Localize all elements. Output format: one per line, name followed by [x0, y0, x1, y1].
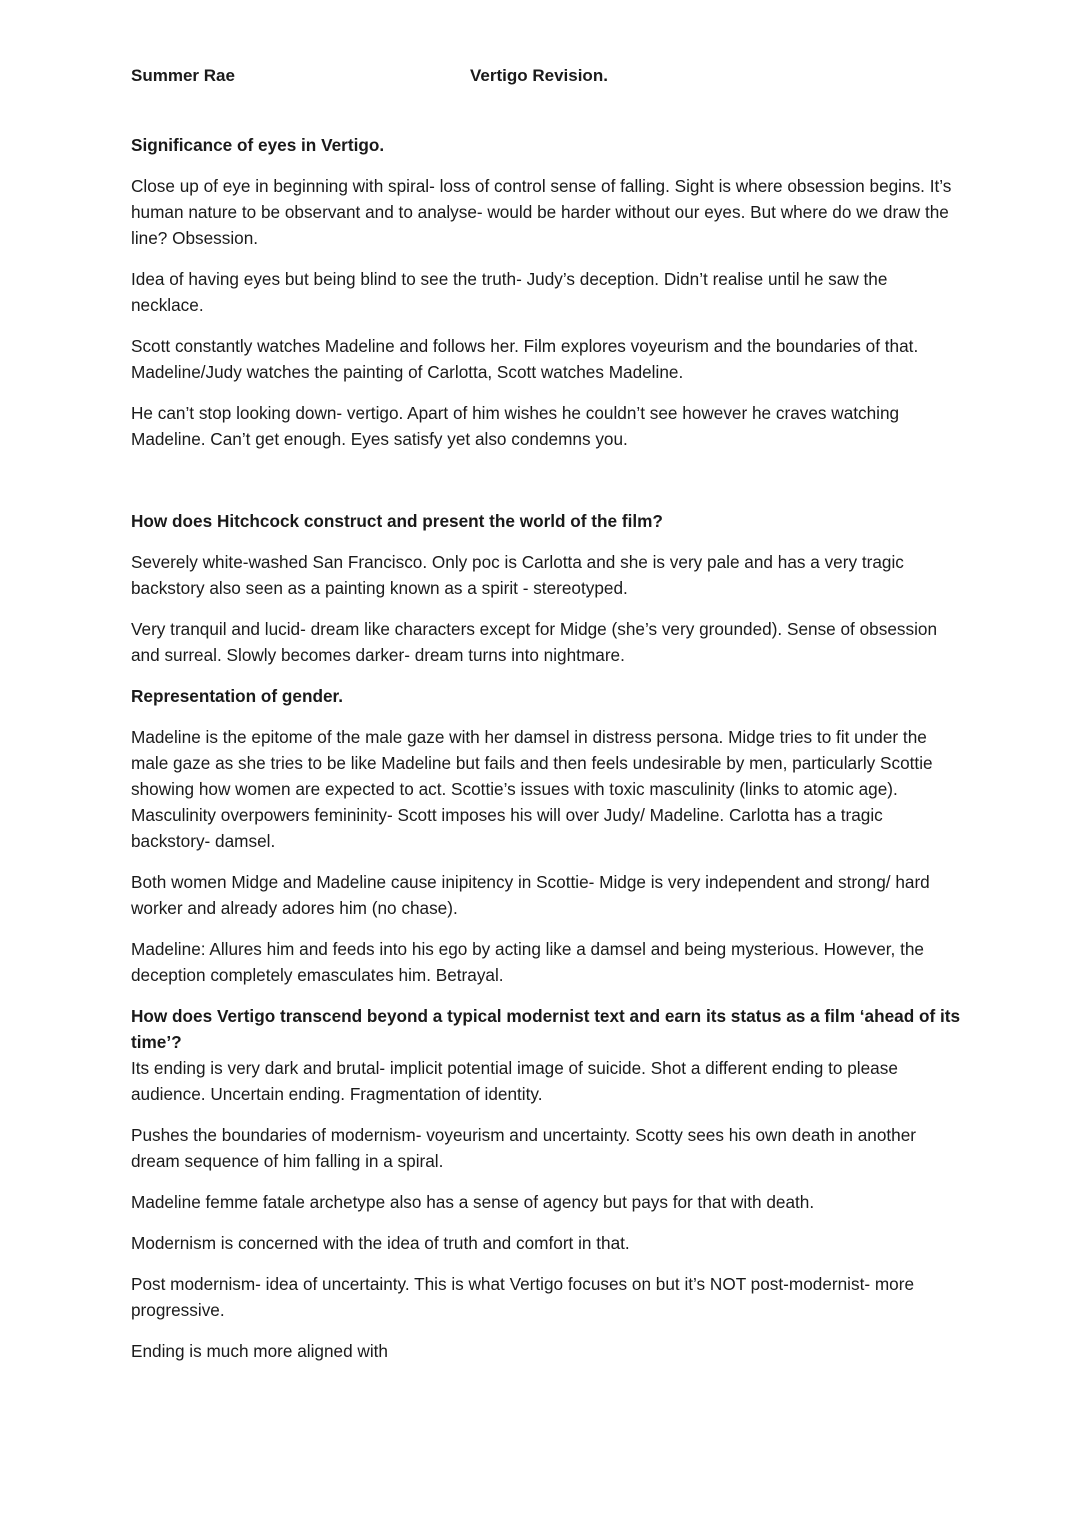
paragraph: Pushes the boundaries of modernism- voyeurism and uncertainty. Scotty sees his own death in another dream sequence of him falling in a spiral.	[131, 1125, 917, 1171]
section-spacer	[131, 467, 961, 508]
section-heading-eyes: Significance of eyes in Vertigo.	[131, 135, 385, 155]
paragraph: Idea of having eyes but being blind to see the truth- Judy’s deception. Didn’t realise until he saw the necklace.	[131, 269, 888, 315]
section-heading-gender: Representation of gender.	[131, 686, 344, 706]
paragraph: Madeline/Judy watches the painting of Carlotta, Scott watches Madeline.	[131, 362, 684, 382]
paragraph: Severely white-washed San Francisco. Only poc is Carlotta and she is very pale and has a very tragic backstory also seen as a painting known as a spirit - stereotyped.	[131, 552, 904, 598]
paragraph: Madeline is the epitome of the male gaze with her damsel in distress persona. Midge tries to fit under the male gaze as she tries to be like Madeline but fails and then feels undesirable by men, particularly Scottie showing how women are expected to act. Scottie’s issues with toxic masculinity (links to atomic age). Masculinity overpowers femininity- Scott imposes his will over Judy/ Madeline. Carlotta has a tragic backstory- damsel.	[131, 727, 933, 851]
section-heading-modernist: How does Vertigo transcend beyond a typical modernist text and earn its status as a film ‘ahead of its time’?	[131, 1006, 961, 1052]
paragraph: Both women Midge and Madeline cause inipitency in Scottie- Midge is very independent and strong/ hard worker and already adores him (no chase).	[131, 872, 930, 918]
document-title: Vertigo Revision.	[470, 66, 608, 85]
paragraph: Very tranquil and lucid- dream like characters except for Midge (she’s very grounded). Sense of obsession and surreal. Slowly becomes darker- dream turns into nightmare.	[131, 619, 937, 665]
paragraph: Close up of eye in beginning with spiral- loss of control sense of falling. Sight is where obsession begins. It’s human nature to be observant and to analyse- would be harder without our eyes. But where do we draw the line? Obsession.	[131, 176, 952, 248]
page-header	[131, 66, 961, 90]
document-body	[131, 132, 961, 1379]
paragraph: Its ending is very dark and brutal- implicit potential image of suicide. Shot a different ending to please audience. Uncertain ending. Fragmentation of identity.	[131, 1058, 898, 1104]
paragraph: Ending is much more aligned with	[131, 1341, 388, 1361]
paragraph: Modernism is concerned with the idea of truth and comfort in that.	[131, 1233, 630, 1253]
section-heading-world: How does Hitchcock construct and present the world of the film?	[131, 511, 663, 531]
paragraph: Madeline femme fatale archetype also has a sense of agency but pays for that with death.	[131, 1192, 815, 1212]
paragraph: He can’t stop looking down- vertigo. Apart of him wishes he couldn’t see however he craves watching Madeline. Can’t get enough. Eyes satisfy yet also condemns you.	[131, 403, 900, 449]
paragraph: Post modernism- idea of uncertainty. This is what Vertigo focuses on but it’s NOT post-modernist- more progressive.	[131, 1274, 915, 1320]
paragraph: Madeline: Allures him and feeds into his ego by acting like a damsel and being mysterious. However, the deception completely emasculates him. Betrayal.	[131, 939, 924, 985]
paragraph: Scott constantly watches Madeline and follows her. Film explores voyeurism and the boundaries of that.	[131, 336, 919, 356]
author-name: Summer Rae	[131, 66, 235, 85]
